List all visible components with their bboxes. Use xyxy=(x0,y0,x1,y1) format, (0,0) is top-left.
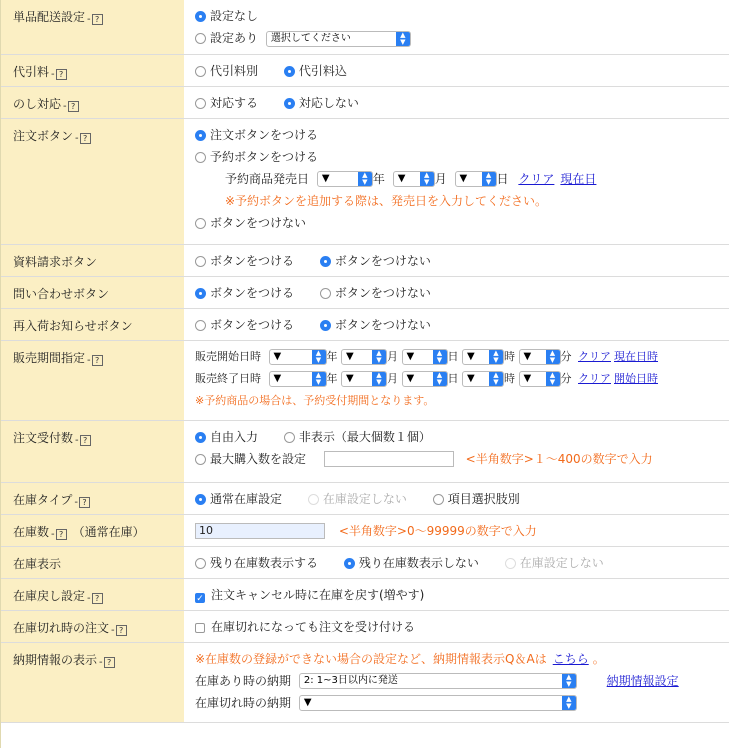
end-minute-select[interactable]: ▼ ▲ ▼ xyxy=(519,371,561,387)
updown-arrow-icon: ▲ ▼ xyxy=(562,674,576,688)
radio-icon[interactable] xyxy=(195,66,206,77)
stock-item-option[interactable]: 項目選択肢別 xyxy=(447,491,520,506)
order-button-option[interactable]: 注文ボタンをつける xyxy=(210,127,319,142)
row-doc-request: 資料請求ボタン ボタンをつける ボタンをつけない xyxy=(1,244,729,276)
settings-table xyxy=(1,0,729,723)
end-start-link[interactable]: 開始日時 xyxy=(614,371,658,385)
inquiry-no-option[interactable]: ボタンをつけない xyxy=(334,285,431,300)
out-of-stock-checkbox-label[interactable]: 在庫切れになっても注文を受け付ける xyxy=(211,619,416,634)
start-month-select[interactable]: ▼ ▲ ▼ xyxy=(341,349,387,365)
checkbox-icon[interactable]: ✓ xyxy=(196,593,204,604)
single-ship-select[interactable]: 選択してください ▲ ▼ xyxy=(266,31,411,47)
stock-show-option[interactable]: 残り在庫数表示する xyxy=(210,555,319,570)
radio-icon[interactable] xyxy=(195,218,206,229)
doc-request-no-option[interactable]: ボタンをつけない xyxy=(334,253,431,268)
updown-arrow-icon: ▲ ▼ xyxy=(489,372,503,386)
row-stock-return: 在庫戻し設定 - ? ✓ 注文キャンセル時に在庫を戻す(増やす) xyxy=(1,578,729,610)
radio-icon[interactable] xyxy=(195,558,206,569)
stock-qty-note: <半角数字>0～99999の数字で入力 xyxy=(338,523,537,538)
row-stock-type: 在庫タイプ - ? 通常在庫設定 在庫設定しない 項目選択肢別 xyxy=(1,482,729,514)
doc-request-yes-option[interactable]: ボタンをつける xyxy=(210,253,295,268)
radio-icon[interactable] xyxy=(195,288,206,299)
row-delivery-info: 納期情報の表示 - ? ※在庫数の登録ができない場合の設定など、納期情報表示Q＆Aは こちら 。 在庫あり時の納期 2: 1~3日以内に発送 ▲ ▼ 納期情報設定 在庫切れ時の納期 ▼ ▲ ▼ xyxy=(1,642,729,722)
release-today-link[interactable]: 現在日 xyxy=(560,171,597,186)
sale-period-note: ※予約商品の場合は、予約受付期間となります。 xyxy=(195,393,435,407)
radio-icon[interactable] xyxy=(195,33,206,44)
radio-icon[interactable] xyxy=(195,494,206,505)
radio-icon xyxy=(505,558,516,569)
order-qty-hidden-option[interactable]: 非表示（最大個数１個） xyxy=(298,429,431,444)
order-qty-free-option[interactable]: 自由入力 xyxy=(210,429,259,444)
updown-arrow-icon: ▲ ▼ xyxy=(546,350,560,364)
row-cod: 代引料 - ? 代引料別 代引料込 xyxy=(1,54,729,86)
row-label: 単品配送設定 - ? xyxy=(1,0,184,54)
row-inquiry: 問い合わせボタン ボタンをつける ボタンをつけない xyxy=(1,276,729,308)
order-qty-note: <半角数字>１～400の数字で入力 xyxy=(465,451,653,466)
sale-end-label: 販売終了日時 xyxy=(195,371,261,385)
delivery-note: ※在庫数の登録ができない場合の設定など、納期情報表示Q＆Aは xyxy=(195,651,547,666)
row-restock: 再入荷お知らせボタン ボタンをつける ボタンをつけない xyxy=(1,308,729,340)
start-day-select[interactable]: ▼ ▲ ▼ xyxy=(402,349,448,365)
help-icon[interactable]: - ? xyxy=(63,100,79,114)
row-order-qty: 注文受付数 - ? 自由入力 非表示（最大個数１個） 最大購入数を設定 <半角数字>１～400の数字で入力 xyxy=(1,420,729,482)
help-icon[interactable]: - ? xyxy=(87,13,103,27)
stock-return-checkbox-label[interactable]: 注文キャンセル時に在庫を戻す(増やす) xyxy=(211,587,425,602)
updown-arrow-icon: ▲ ▼ xyxy=(358,172,372,186)
noshi-yes-option[interactable]: 対応する xyxy=(210,95,259,110)
updown-arrow-icon: ▲ ▼ xyxy=(312,372,326,386)
row-sale-period: 販売期間指定 - ? 販売開始日時 ▼ ▲ ▼ 年 ▼ ▲ ▼ 月 ▼ ▲ ▼ 日 ▼ ▲ ▼ 時 ▼ ▲ ▼ 分 クリア 現在日時 販売終了日時 ▼ ▲ ▼ 年 ▼ ▲ ▼ 月 ▼ ▲ ▼ 日 ▼ ▲ ▼ 時 ▼ ▲ ▼ 分 クリア 開始日時 ※予約商品の場合は、予約受付期間となります。 xyxy=(1,340,729,420)
help-icon[interactable]: - ? xyxy=(99,656,115,670)
single-ship-none-option[interactable]: 設定なし xyxy=(210,9,259,23)
updown-arrow-icon: ▲ ▼ xyxy=(433,350,447,364)
stock-qty-input[interactable]: 10 xyxy=(195,523,325,539)
no-button-option[interactable]: ボタンをつけない xyxy=(210,215,307,230)
preorder-button-option[interactable]: 予約ボタンをつける xyxy=(210,149,319,164)
updown-arrow-icon: ▲ ▼ xyxy=(433,372,447,386)
radio-icon[interactable] xyxy=(284,66,295,77)
row-order-button: 注文ボタン - ? 注文ボタンをつける 予約ボタンをつける 予約商品発売日 ▼ ▲ ▼ 年 ▼ ▲ ▼ 月 ▼ ▲ ▼ 日 クリア 現在日 ※予約ボタンを追加する際は、発売日を入力してください。 ボタンをつけない xyxy=(1,118,729,244)
row-noshi: のし対応 - ? 対応する 対応しない xyxy=(1,86,729,118)
release-month-select[interactable]: ▼ ▲ ▼ xyxy=(393,171,435,187)
delivery-qa-link[interactable]: こちら xyxy=(552,651,589,666)
radio-icon[interactable] xyxy=(320,320,331,331)
delivery-settings-link[interactable]: 納期情報設定 xyxy=(606,673,679,688)
start-now-link[interactable]: 現在日時 xyxy=(614,349,658,363)
radio-icon[interactable] xyxy=(195,454,206,465)
release-date-note: ※予約ボタンを追加する際は、発売日を入力してください。 xyxy=(225,193,548,208)
max-purchase-input[interactable] xyxy=(324,451,454,467)
stock-hide-option[interactable]: 残り在庫数表示しない xyxy=(358,555,479,570)
order-qty-max-option[interactable]: 最大購入数を設定 xyxy=(210,451,307,466)
end-year-select[interactable]: ▼ ▲ ▼ xyxy=(269,371,327,387)
in-stock-delivery-label: 在庫あり時の納期 xyxy=(195,673,292,688)
updown-arrow-icon: ▲ ▼ xyxy=(372,350,386,364)
radio-icon[interactable] xyxy=(195,11,206,22)
start-minute-select[interactable]: ▼ ▲ ▼ xyxy=(519,349,561,365)
help-icon[interactable]: - ? xyxy=(87,592,103,606)
row-single-ship xyxy=(1,0,729,54)
out-stock-delivery-select[interactable]: ▼ ▲ ▼ xyxy=(299,695,577,711)
help-icon[interactable]: - ? xyxy=(51,528,67,542)
inquiry-yes-option[interactable]: ボタンをつける xyxy=(210,285,295,300)
radio-icon[interactable] xyxy=(195,130,206,141)
noshi-no-option[interactable]: 対応しない xyxy=(298,95,359,110)
help-icon[interactable]: - ? xyxy=(87,354,103,368)
sale-start-label: 販売開始日時 xyxy=(195,349,261,363)
radio-icon[interactable] xyxy=(195,320,206,331)
help-icon[interactable]: - ? xyxy=(51,68,67,82)
help-icon[interactable]: - ? xyxy=(75,434,91,448)
radio-icon[interactable] xyxy=(284,432,295,443)
radio-icon[interactable] xyxy=(320,256,331,267)
radio-icon[interactable] xyxy=(433,494,444,505)
end-day-select[interactable]: ▼ ▲ ▼ xyxy=(402,371,448,387)
restock-yes-option[interactable]: ボタンをつける xyxy=(210,317,295,332)
updown-arrow-icon: ▲ ▼ xyxy=(372,372,386,386)
updown-arrow-icon: ▲ ▼ xyxy=(312,350,326,364)
single-ship-set-option[interactable]: 設定あり xyxy=(210,31,259,45)
end-clear-link[interactable]: クリア xyxy=(578,371,611,385)
updown-arrow-icon: ▲ ▼ xyxy=(482,172,496,186)
out-stock-delivery-label: 在庫切れ時の納期 xyxy=(195,695,292,710)
row-out-of-stock: 在庫切れ時の注文 - ? 在庫切れになっても注文を受け付ける xyxy=(1,610,729,642)
release-year-select[interactable]: ▼ ▲ ▼ xyxy=(317,171,373,187)
help-icon[interactable]: - ? xyxy=(111,624,127,638)
cod-excl-option[interactable]: 代引料別 xyxy=(210,63,259,78)
radio-icon[interactable] xyxy=(320,288,331,299)
checkbox-icon[interactable] xyxy=(195,623,205,633)
help-icon[interactable]: - ? xyxy=(75,132,91,146)
cod-incl-option[interactable]: 代引料込 xyxy=(298,63,347,78)
row-stock-display: 在庫表示 残り在庫数表示する 残り在庫数表示しない 在庫設定しない xyxy=(1,546,729,578)
radio-icon[interactable] xyxy=(284,98,295,109)
radio-icon[interactable] xyxy=(195,98,206,109)
radio-icon[interactable] xyxy=(195,152,206,163)
radio-icon xyxy=(308,494,319,505)
in-stock-delivery-select[interactable]: 2: 1~3日以内に発送 ▲ ▼ xyxy=(299,673,577,689)
start-year-select[interactable]: ▼ ▲ ▼ xyxy=(269,349,327,365)
release-date-label: 予約商品発売日 xyxy=(225,171,310,186)
release-day-select[interactable]: ▼ ▲ ▼ xyxy=(455,171,497,187)
end-month-select[interactable]: ▼ ▲ ▼ xyxy=(341,371,387,387)
updown-arrow-icon: ▲ ▼ xyxy=(546,372,560,386)
updown-arrow-icon: ▲ ▼ xyxy=(420,172,434,186)
updown-arrow-icon: ▲ ▼ xyxy=(489,350,503,364)
end-hour-select[interactable]: ▼ ▲ ▼ xyxy=(462,371,504,387)
updown-arrow-icon: ▲ ▼ xyxy=(396,32,410,46)
start-hour-select[interactable]: ▼ ▲ ▼ xyxy=(462,349,504,365)
restock-no-option[interactable]: ボタンをつけない xyxy=(334,317,431,332)
stock-display-none-option: 在庫設定しない xyxy=(519,555,604,570)
stock-normal-option[interactable]: 通常在庫設定 xyxy=(210,491,283,506)
updown-arrow-icon: ▲ ▼ xyxy=(562,696,576,710)
help-icon[interactable]: - ? xyxy=(74,496,90,510)
radio-icon[interactable] xyxy=(195,432,206,443)
start-clear-link[interactable]: クリア xyxy=(578,349,611,363)
radio-icon[interactable] xyxy=(195,256,206,267)
row-stock-qty: 在庫数 - ? （通常在庫） 10 <半角数字>0～99999の数字で入力 xyxy=(1,514,729,546)
radio-icon[interactable] xyxy=(344,558,355,569)
release-clear-link[interactable]: クリア xyxy=(518,171,555,186)
stock-none-option: 在庫設定しない xyxy=(322,491,407,506)
